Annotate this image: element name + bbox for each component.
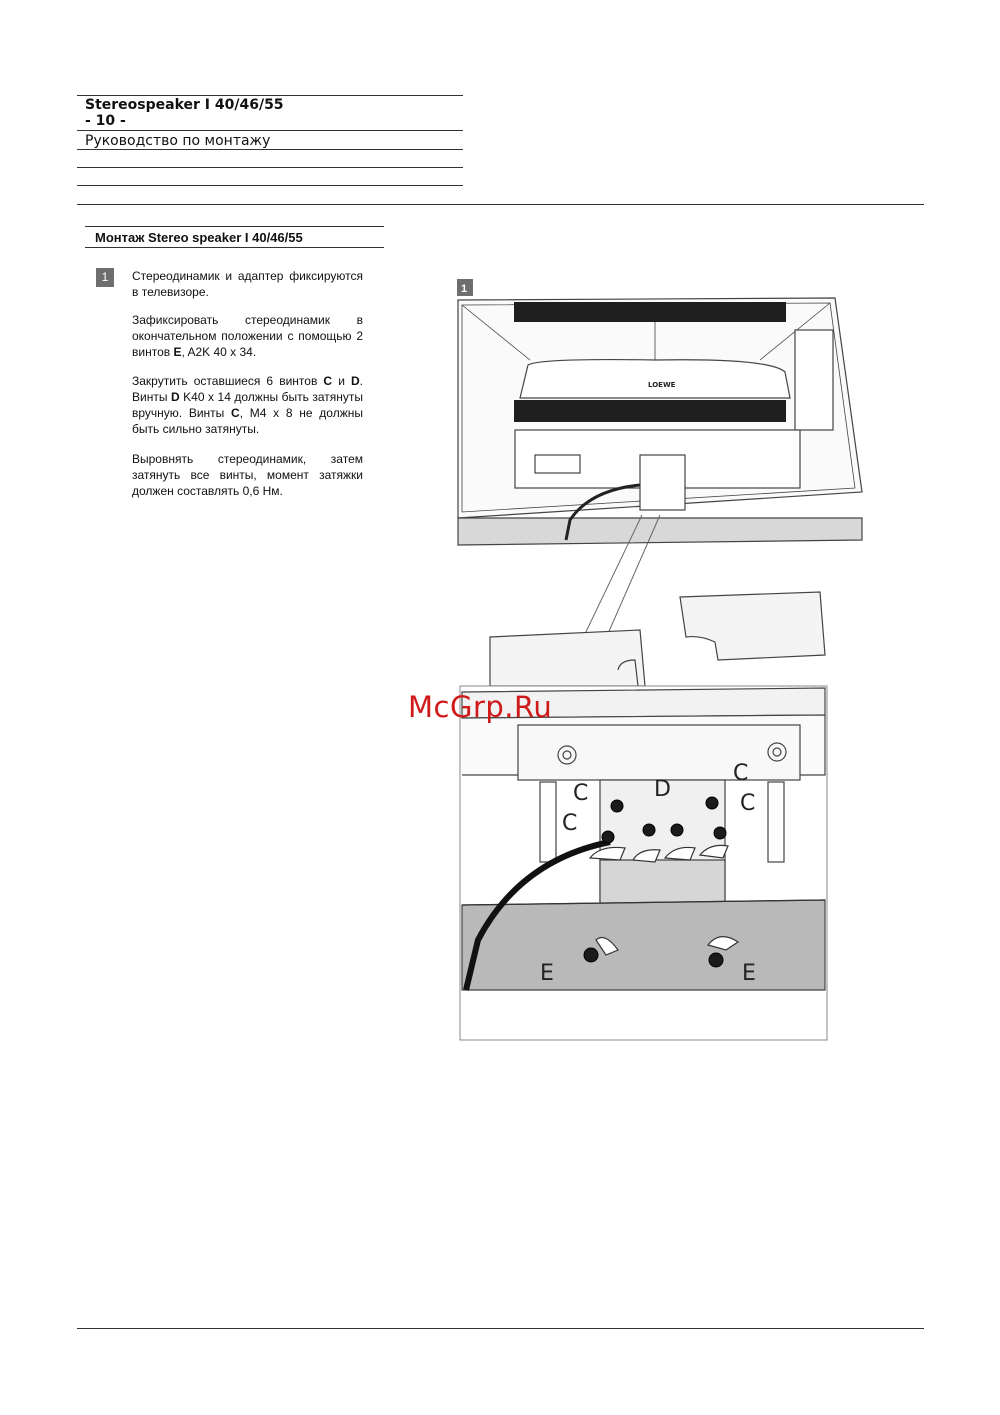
label-d: D bbox=[654, 777, 671, 802]
header-page-number: - 10 - bbox=[85, 113, 126, 129]
label-c-2: C bbox=[562, 811, 578, 836]
header-rule-2 bbox=[77, 130, 463, 131]
figure-step-label: 1 bbox=[461, 283, 468, 295]
header-rule-4 bbox=[77, 167, 463, 168]
footer-rule bbox=[77, 1328, 924, 1329]
step-paragraph-1: Стереодинамик и адаптер фиксируются в телевизоре. bbox=[132, 269, 363, 299]
label-c-4: C bbox=[740, 791, 756, 816]
watermark: McGrp.Ru bbox=[408, 690, 553, 724]
header-rule-3 bbox=[77, 149, 463, 150]
label-c-1: C bbox=[573, 781, 589, 806]
step-paragraph-4: Выровнять стереодинамик, затем затянуть все винты, момент затяжки должен составлять 0,6 Нм. bbox=[132, 452, 363, 498]
vent-grille-bottom bbox=[514, 400, 786, 422]
header-rule-full bbox=[77, 204, 924, 205]
step-number-badge: 1 bbox=[96, 268, 114, 287]
tv-logo: LOEWE bbox=[648, 381, 676, 389]
label-e-2: E bbox=[742, 961, 756, 986]
header-rule-top bbox=[77, 95, 463, 96]
vent-grille-top bbox=[514, 302, 786, 322]
assembly-illustration bbox=[450, 275, 870, 1045]
section-title: Монтаж Stereo speaker I 40/46/55 bbox=[95, 230, 303, 245]
section-rule-bottom bbox=[85, 247, 384, 248]
label-c-3: C bbox=[733, 761, 749, 786]
section-rule-top bbox=[85, 226, 384, 227]
header-doc-title: Руководство по монтажу bbox=[85, 133, 271, 149]
step-paragraph-2: Зафиксировать стереодинамик в окончательном положении с помощью 2 винтов E, A2K 40 x 34. bbox=[132, 313, 363, 359]
step-paragraph-3: Закрутить оставшиеся 6 винтов C и D. Винты D K40 x 14 должны быть затянуты вручную. Винты C, M4 x 8 не должны быть сильно затянуты. bbox=[132, 374, 364, 436]
label-e-1: E bbox=[540, 961, 554, 986]
header-product: Stereospeaker I 40/46/55 bbox=[85, 97, 284, 113]
header-rule-5 bbox=[77, 185, 463, 186]
speaker-adapter-parts bbox=[490, 592, 825, 686]
